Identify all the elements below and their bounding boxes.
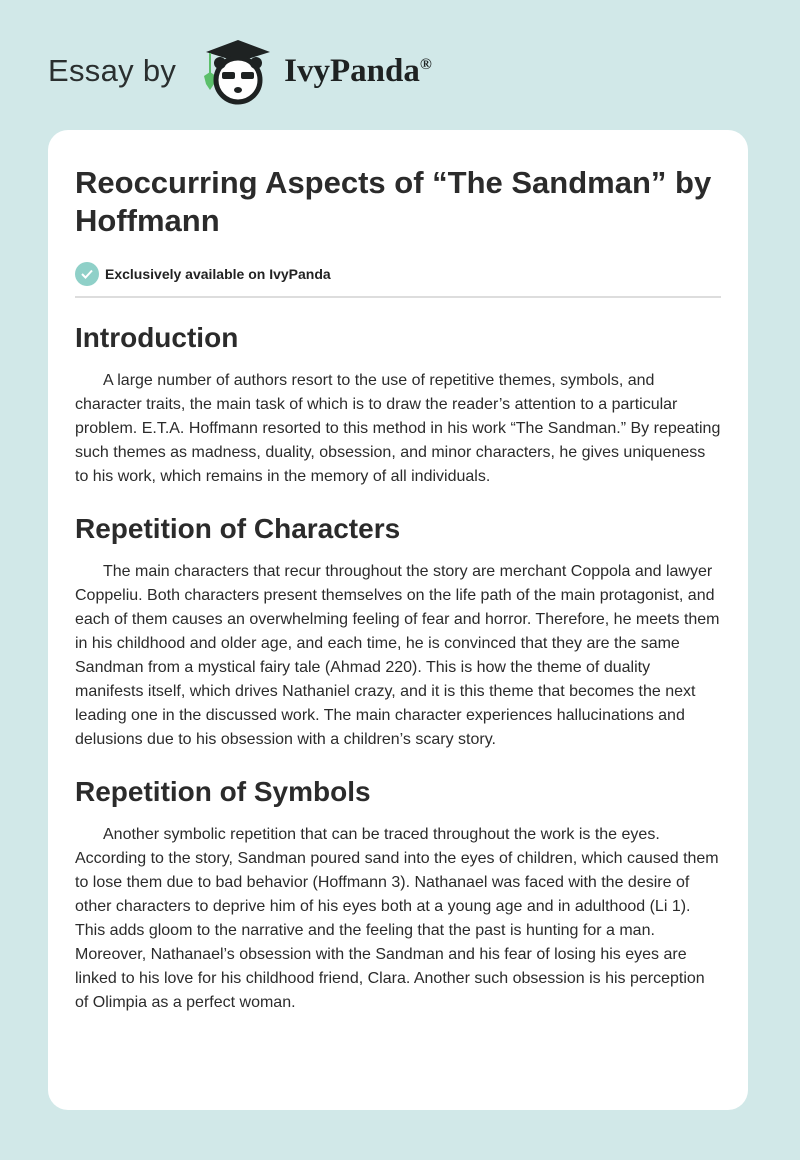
section-paragraph: The main characters that recur throughout the story are merchant Coppola and lawyer Coppeliu. Both characters present themselves on the life path of the main protagonist, and each of them causes an overwhelming feeling of fear and horror. Therefore, he meets them in his childhood and older age, and each time, he is convinced that they are the same Sandman from a mystical fairy tale (Ahmad 220). This is how the theme of duality manifests itself, which drives Nathaniel crazy, and it is this theme that becomes the next leading one in the discussed work. The main character experiences hallucinations and delusions due to his obsession with a children’s scary story. [75,563,720,748]
essay-card [48,130,748,1110]
section-paragraph: Another symbolic repetition that can be traced throughout the work is the eyes. According to the story, Sandman poured sand into the eyes of children, which caused them to lose them due to bad behavior (Hoffmann 3). Nathanael was faced with the desire of other characters to deprive him of his eyes both at a young age and in adulthood (Li 1). This adds gloom to the narrative and the feeling that the past is hunting for a man. Moreover, Nathanael’s obsession with the Sandman and his fear of losing his eyes are linked to his love for his childhood friend, Clara. Another such obsession is his perception of Olimpia as a perfect woman. [75,826,719,1011]
section-heading: Introduction [75,322,239,353]
essay-title: Reoccurring Aspects of “The Sandman” by Hoffmann [75,165,712,238]
section-paragraph: A large number of authors resort to the use of repetitive themes, symbols, and character traits, the main task of which is to draw the reader’s attention to a particular problem. E.T.A. Hoffmann resorted to this method in his work “The Sandman.” By repeating such themes as madness, duality, obsession, and minor characters, he gives uniqueness to his work, which remains in the memory of all individuals. [75,372,721,485]
divider [75,296,721,298]
check-icon [75,262,99,286]
badge-label: Exclusively available on IvyPanda [105,266,331,282]
site-header [48,36,432,106]
brand-name[interactable]: IvyPanda® [284,52,432,89]
exclusive-badge [75,262,721,286]
section-heading: Repetition of Characters [75,513,401,544]
essay-by-label: Essay by [48,53,177,88]
section-heading: Repetition of Symbols [75,776,371,807]
ivypanda-logo-icon[interactable] [194,36,280,106]
